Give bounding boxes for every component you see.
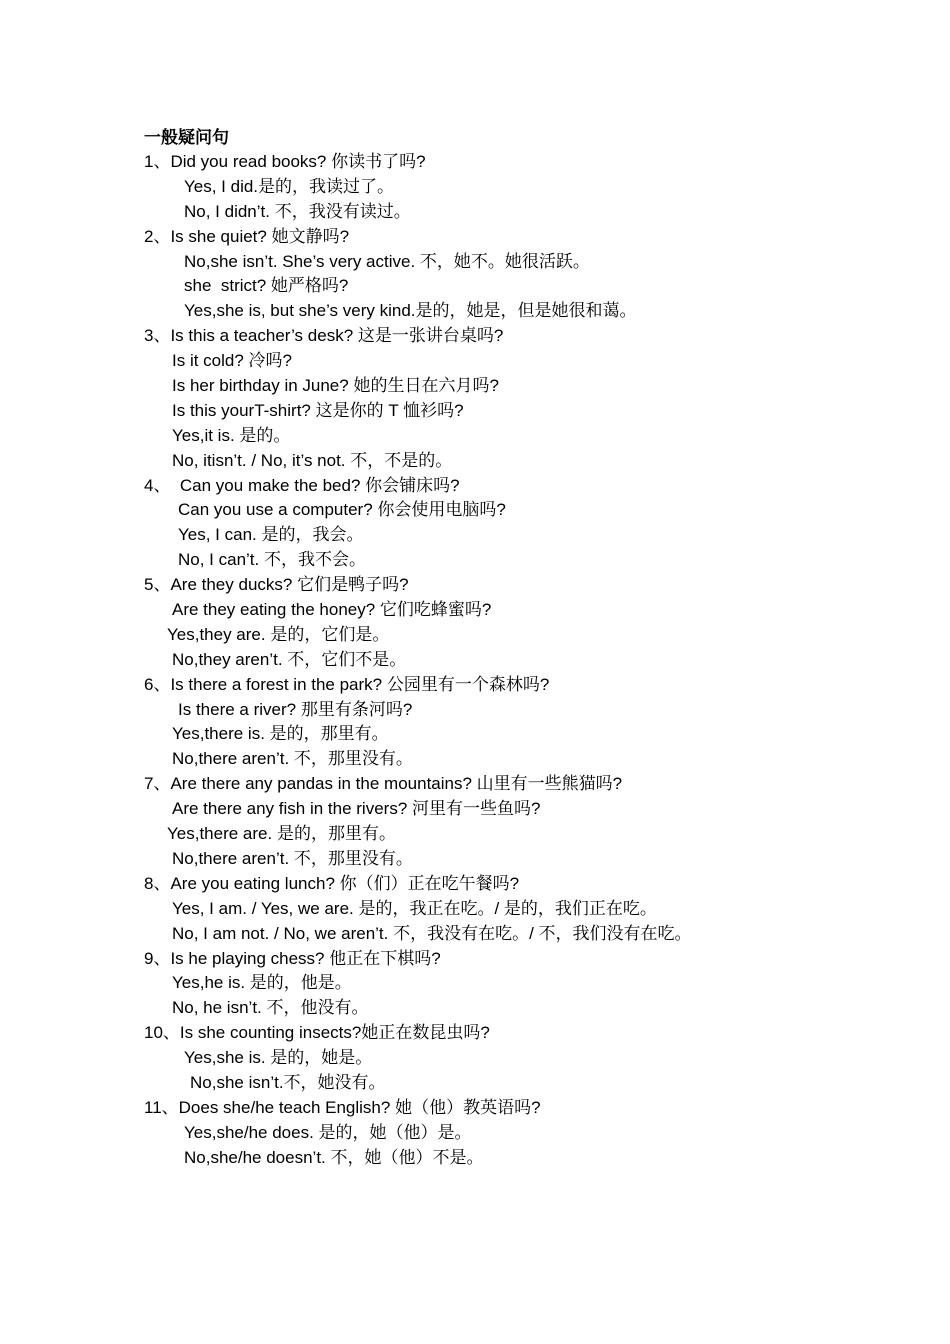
question-7: 7、Are there any pandas in the mountains? 山里有一些熊猫吗? <box>144 774 623 794</box>
answer-line: Yes,they are. 是的，它们是。 <box>167 624 390 644</box>
answer-line: No,there aren’t. 不，那里没有。 <box>172 848 413 868</box>
question-6: 6、Is there a forest in the park? 公园里有一个森林吗? <box>144 674 550 694</box>
answer-line: Yes,he is. 是的，他是。 <box>172 973 352 993</box>
answer-line: No,she isn’t. She’s very active. 不，她不。她很活跃。 <box>184 251 590 271</box>
answer-line: Yes, I did.是的，我读过了。 <box>184 176 395 196</box>
answer-line: No, I am not. / No, we aren’t. 不，我没有在吃。/ 不，我们没有在吃。 <box>172 923 692 943</box>
question-line: Is her birthday in June? 她的生日在六月吗? <box>172 376 499 396</box>
question-3: 3、Is this a teacher’s desk? 这是一张讲台桌吗? <box>144 326 504 346</box>
question-line: Is it cold? 冷吗? <box>172 351 292 371</box>
question-2: 2、Is she quiet? 她文静吗? <box>144 226 350 246</box>
answer-line: Yes,she is, but she’s very kind.是的，她是，但是她很和蔼。 <box>184 301 637 321</box>
question-11: 11、Does she/he teach English? 她（他）教英语吗? <box>144 1097 541 1117</box>
answer-line: No, itisn’t. / No, it’s not. 不，不是的。 <box>172 450 453 470</box>
answer-line: Yes,she/he does. 是的，她（他）是。 <box>184 1122 472 1142</box>
question-4: 4、 Can you make the bed? 你会铺床吗? <box>144 475 460 495</box>
question-line: Can you use a computer? 你会使用电脑吗? <box>178 500 506 520</box>
answer-line: No,they aren’t. 不，它们不是。 <box>172 649 407 669</box>
answer-line: Yes,there is. 是的，那里有。 <box>172 724 389 744</box>
answer-line: Yes, I can. 是的，我会。 <box>178 525 364 545</box>
answer-line: No, he isn’t. 不，他没有。 <box>172 998 369 1018</box>
question-5: 5、Are they ducks? 它们是鸭子吗? <box>144 575 409 595</box>
answer-line: No, I can’t. 不，我不会。 <box>178 550 366 570</box>
answer-line: No,she/he doesn’t. 不，她（他）不是。 <box>184 1147 484 1167</box>
question-line: she strict? 她严格吗? <box>184 276 349 296</box>
question-1: 1、Did you read books? 你读书了吗? <box>144 152 426 171</box>
answer-line: No, I didn’t. 不，我没有读过。 <box>184 201 411 221</box>
answer-line: Yes,it is. 是的。 <box>172 425 291 445</box>
answer-line: Yes,she is. 是的，她是。 <box>184 1048 373 1068</box>
answer-line: No,there aren’t. 不，那里没有。 <box>172 749 413 769</box>
question-10: 10、Is she counting insects?她正在数昆虫吗? <box>144 1023 490 1043</box>
answer-line: Yes, I am. / Yes, we are. 是的，我正在吃。/ 是的，我们正在吃。 <box>172 898 657 918</box>
document-content <box>144 125 924 1171</box>
page-title: 一般疑问句 <box>144 128 229 147</box>
answer-line: Yes,there are. 是的，那里有。 <box>167 824 396 844</box>
question-line: Is there a river? 那里有条河吗? <box>178 699 413 719</box>
question-8: 8、Are you eating lunch? 你（们）正在吃午餐吗? <box>144 873 520 893</box>
question-line: Are they eating the honey? 它们吃蜂蜜吗? <box>172 600 492 620</box>
question-line: Is this yourT-shirt? 这是你的 T 恤衫吗? <box>172 400 464 420</box>
question-9: 9、Is he playing chess? 他正在下棋吗? <box>144 948 441 968</box>
answer-line: No,she isn’t.不，她没有。 <box>190 1072 386 1092</box>
question-line: Are there any fish in the rivers? 河里有一些鱼吗? <box>172 799 541 819</box>
